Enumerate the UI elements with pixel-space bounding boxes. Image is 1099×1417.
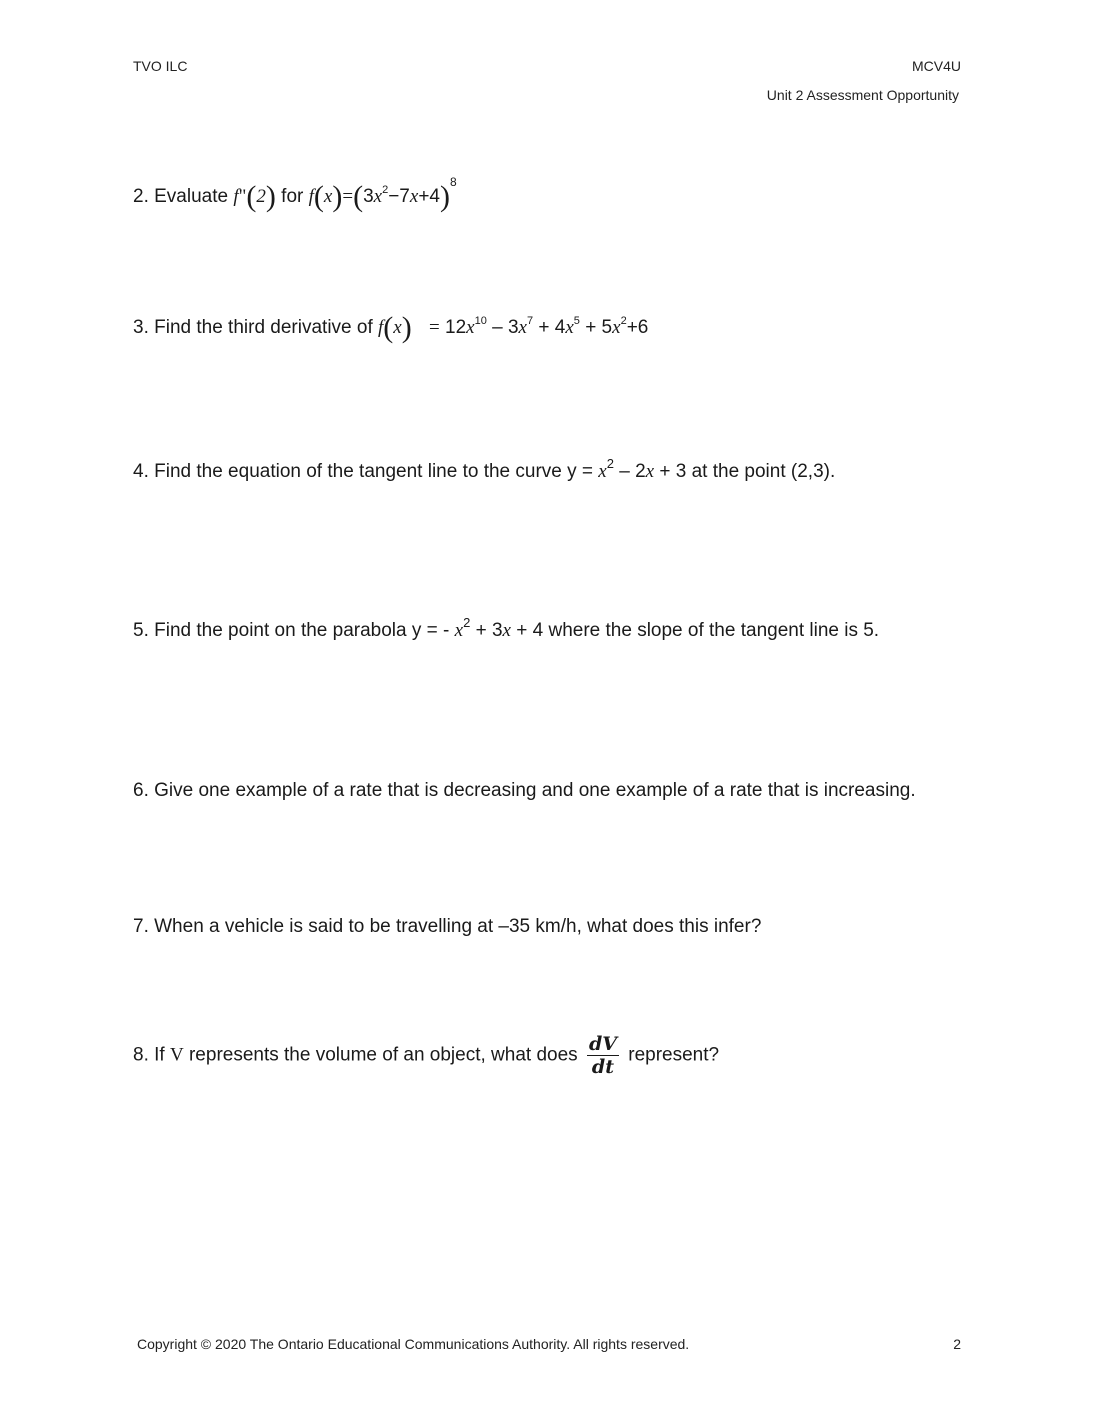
question-4: 4. Find the equation of the tangent line to the curve $y = x^2 - 2x + 3$ at the point (2,3).	[133, 456, 836, 482]
question-8: 8. If V represents the volume of an object, what does $\frac{dV}{dt}$ represent?	[133, 1033, 720, 1078]
q3-prefix: 3. Find the third derivative of	[133, 317, 379, 338]
question-6: 6. Give one example of a rate that is decreasing and one example of a rate that is increasing.	[133, 780, 916, 801]
question-2: 2. Evaluate f"(2) for $f(x)=(3x^2-7x+4)^8$	[133, 175, 457, 213]
derivative-fraction: $\frac{dV}{dt}$	[588, 1033, 617, 1078]
question-3: 3. Find the third derivative of $f(x) = 12x^{10} - 3x^7 + 4x^5 + 5x^2+6$	[133, 311, 649, 344]
header-left: TVO ILC	[133, 58, 188, 74]
header-course: MCV4U	[911, 58, 961, 74]
q2-prefix: 2. Evaluate	[133, 186, 234, 207]
question-7: 7. When a vehicle is said to be travelling at –35 km/h, what does this infer?	[133, 916, 762, 937]
footer-page-number: 2	[953, 1336, 961, 1352]
footer-copyright: Copyright © 2020 The Ontario Educational Communications Authority. All rights reserved.	[137, 1336, 690, 1352]
header-title: Unit 2 Assessment Opportunity	[766, 87, 959, 103]
question-5: 5. Find the point on the parabola y = - $x^2 + 3x + 4$ where the slope of the tangent line is 5.	[133, 615, 880, 641]
